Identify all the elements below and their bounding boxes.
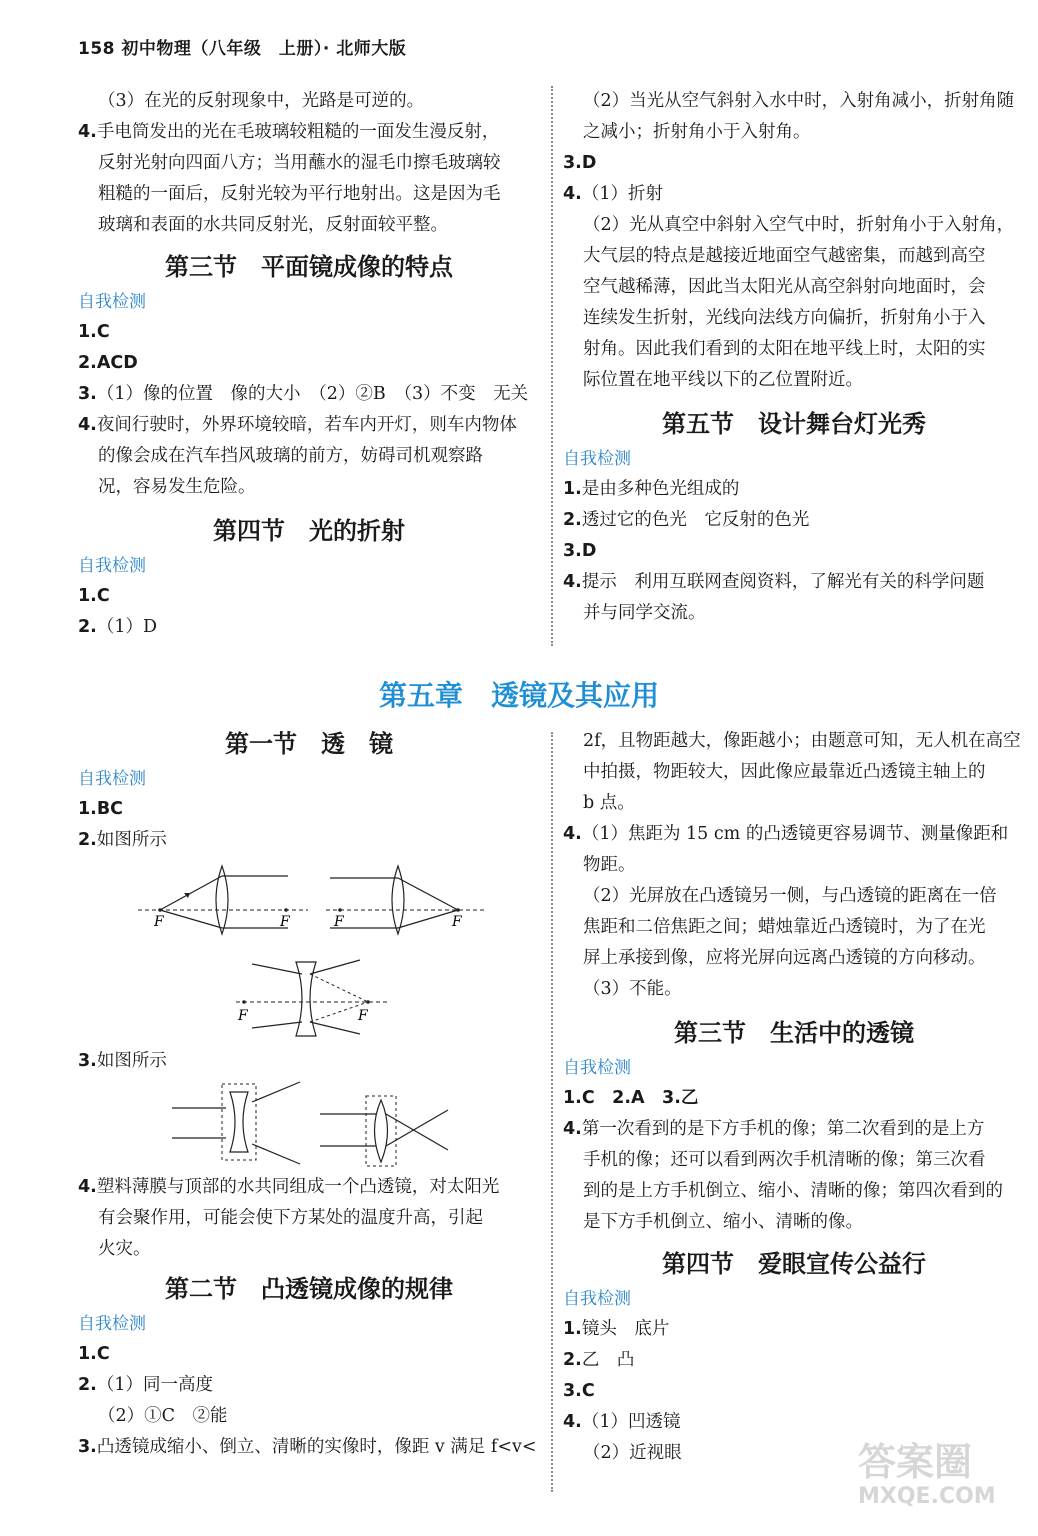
text-line: （2）光从真空中斜射入空气中时，折射角小于入射角， xyxy=(583,215,1015,235)
text-line: 塑料薄膜与顶部的水共同组成一个凸透镜，对太阳光 xyxy=(96,1177,500,1197)
column-divider xyxy=(551,732,553,1492)
text-line: 镜头 底片 xyxy=(581,1319,670,1339)
text-line: 反射光射向四面八方；当用蘸水的湿毛巾擦毛玻璃较 xyxy=(98,153,501,173)
book-title: 初中物理（八年级 上册）· 北师大版 xyxy=(121,39,407,59)
focus-label: F xyxy=(280,914,290,930)
bottom-left-column xyxy=(78,724,540,856)
text-line: 际位置在地平线以下的乙位置附近。 xyxy=(583,370,863,390)
text-line: 大气层的特点是越接近地面空气越密集，而越到高空 xyxy=(583,246,986,266)
text-line: （2）当光从空气斜射入水中时，入射角减小，折射角随 xyxy=(583,91,1015,111)
focus-label: F xyxy=(154,914,164,930)
focus-label: F xyxy=(238,1008,248,1024)
text-line: （2）①C ②能 xyxy=(98,1406,228,1426)
text-line: 乙 凸 xyxy=(581,1350,635,1370)
text-line: （3）不能。 xyxy=(583,979,682,999)
page-header xyxy=(78,34,406,59)
item-number: 4. xyxy=(563,1412,582,1432)
text-line: 有会聚作用，可能会使下方某处的温度升高，引起 xyxy=(98,1208,483,1228)
concave-lens-diagram xyxy=(232,956,392,1040)
text-line: （2）光屏放在凸透镜另一侧，与凸透镜的距离在一倍 xyxy=(583,886,997,906)
item-number: 4. xyxy=(78,122,97,142)
boxed-convex-lens-diagram xyxy=(318,1094,458,1168)
section-subtitle: 自我检测 xyxy=(78,769,146,789)
answer-line: 1.C xyxy=(78,586,110,606)
answer-line: 3.C xyxy=(563,1381,595,1401)
watermark-url: MXQE.COM xyxy=(858,1484,996,1509)
item-number: 1. xyxy=(563,479,582,499)
answer-line: 3.D xyxy=(563,153,597,173)
text-line: 2f，且物距越大，像距越小；由题意可知，无人机在高空 xyxy=(583,731,1021,751)
text-line: 如图所示 xyxy=(96,1051,167,1071)
item-number: 2. xyxy=(563,510,582,530)
page-number: 158 xyxy=(78,39,115,59)
text-line: 焦距和二倍焦距之间；蜡烛靠近凸透镜时，为了在光 xyxy=(583,917,986,937)
item-number: 4. xyxy=(563,824,582,844)
section-title: 第三节 生活中的透镜 xyxy=(674,1019,914,1047)
column-divider xyxy=(551,86,553,646)
convex-lens-diagram-1 xyxy=(138,858,308,938)
text-line: 玻璃和表面的水共同反射光，反射面较平整。 xyxy=(98,215,448,235)
text-line: （1）折射 xyxy=(581,184,663,204)
answer-line: 3.D xyxy=(563,541,597,561)
text-line: 透过它的色光 它反射的色光 xyxy=(581,510,810,530)
item-number: 4. xyxy=(78,415,97,435)
convex-lens-diagram-2 xyxy=(326,858,484,938)
section-subtitle: 自我检测 xyxy=(78,292,146,312)
section-title: 第四节 光的折射 xyxy=(213,517,405,545)
text-line: 物距。 xyxy=(583,855,636,875)
text-line: 是下方手机倒立、缩小、清晰的像。 xyxy=(583,1212,863,1232)
text-line: 粗糙的一面后，反射光较为平行地射出。这是因为毛 xyxy=(98,184,501,204)
bottom-right-column xyxy=(563,726,1025,1469)
item-number: 4. xyxy=(563,572,582,592)
text-line: 中拍摄，物距较大，因此像应最靠近凸透镜主轴上的 xyxy=(583,762,986,782)
text-line: b 点。 xyxy=(583,793,635,813)
item-number: 2. xyxy=(78,617,97,637)
answer-line: 1.BC xyxy=(78,799,124,819)
item-number: 4. xyxy=(563,184,582,204)
section-title: 第一节 透 镜 xyxy=(225,730,393,758)
section-title: 第二节 凸透镜成像的规律 xyxy=(165,1275,453,1303)
text-line: （1）焦距为 15 cm 的凸透镜更容易调节、测量像距和 xyxy=(581,824,1009,844)
item-number: 2. xyxy=(78,830,97,850)
focus-label: F xyxy=(334,914,344,930)
answer-line: 2.ACD xyxy=(78,353,138,373)
item-number: 3. xyxy=(78,1051,97,1071)
item-number: 2. xyxy=(78,1375,97,1395)
text-line: 如图所示 xyxy=(96,830,167,850)
section-subtitle: 自我检测 xyxy=(563,1058,631,1078)
text-line: （3）在光的反射现象中，光路是可逆的。 xyxy=(98,91,425,111)
text-line: 提示 利用互联网查阅资料，了解光有关的科学问题 xyxy=(581,572,985,592)
text-line: 空气越稀薄，因此当太阳光从高空斜射向地面时，会 xyxy=(583,277,986,297)
text-line: 射角。因此我们看到的太阳在地平线上时，太阳的实 xyxy=(583,339,986,359)
top-left-column xyxy=(78,86,540,643)
section-title: 第三节 平面镜成像的特点 xyxy=(165,253,453,281)
top-right-column xyxy=(563,86,1025,629)
answer-line: 1.C 2.A 3.乙 xyxy=(563,1088,699,1108)
text-line: 连续发生折射，光线向法线方向偏折，折射角小于入 xyxy=(583,308,986,328)
item-number: 1. xyxy=(563,1319,582,1339)
bottom-left-column-c xyxy=(78,1172,540,1463)
boxed-concave-lens-diagram xyxy=(170,1080,310,1168)
item-number: 4. xyxy=(78,1177,97,1197)
text-line: （1）同一高度 xyxy=(96,1375,213,1395)
section-subtitle: 自我检测 xyxy=(78,556,146,576)
text-line: 火灾。 xyxy=(98,1239,151,1259)
text-line: 并与同学交流。 xyxy=(583,603,706,623)
section-subtitle: 自我检测 xyxy=(78,1314,146,1334)
focus-label: F xyxy=(452,914,462,930)
text-line: 屏上承接到像，应将光屏向远离凸透镜的方向移动。 xyxy=(583,948,986,968)
text-line: 夜间行驶时，外界环境较暗，若车内开灯，则车内物体 xyxy=(96,415,517,435)
section-title: 第四节 爱眼宣传公益行 xyxy=(662,1250,926,1278)
bottom-left-column-b xyxy=(78,1046,540,1077)
text-line: 的像会成在汽车挡风玻璃的前方，妨碍司机观察路 xyxy=(98,446,483,466)
text-line: 是由多种色光组成的 xyxy=(581,479,740,499)
text-line: 手电筒发出的光在毛玻璃较粗糙的一面发生漫反射， xyxy=(96,122,500,142)
text-line: 凸透镜成缩小、倒立、清晰的实像时，像距 v 满足 f<v< xyxy=(96,1437,537,1457)
item-number: 4. xyxy=(563,1119,582,1139)
watermark-text: 答案圈 xyxy=(858,1440,973,1484)
text-line: 手机的像；还可以看到两次手机清晰的像；第三次看 xyxy=(583,1150,986,1170)
chapter-title: 第五章 透镜及其应用 xyxy=(378,679,659,712)
text-line: （2）近视眼 xyxy=(583,1443,682,1463)
focus-label: F xyxy=(358,1008,368,1024)
answer-line: 1.C xyxy=(78,1344,110,1364)
item-number: 2. xyxy=(563,1350,582,1370)
item-number: 3. xyxy=(78,384,97,404)
text-line: （1）凹透镜 xyxy=(581,1412,681,1432)
section-subtitle: 自我检测 xyxy=(563,449,631,469)
item-number: 3. xyxy=(78,1437,97,1457)
text-line: （1）像的位置 像的大小 （2）②B （3）不变 无关 xyxy=(96,384,529,404)
answer-line: 1.C xyxy=(78,322,110,342)
text-line: 之减小；折射角小于入射角。 xyxy=(583,122,811,142)
text-line: 到的是上方手机倒立、缩小、清晰的像；第四次看到的 xyxy=(583,1181,1003,1201)
text-line: 况，容易发生危险。 xyxy=(98,477,256,497)
text-line: （1）D xyxy=(96,617,157,637)
watermark-logo xyxy=(858,1440,996,1510)
section-subtitle: 自我检测 xyxy=(563,1289,631,1309)
section-title: 第五节 设计舞台灯光秀 xyxy=(662,410,926,438)
text-line: 第一次看到的是下方手机的像；第二次看到的是上方 xyxy=(581,1119,985,1139)
